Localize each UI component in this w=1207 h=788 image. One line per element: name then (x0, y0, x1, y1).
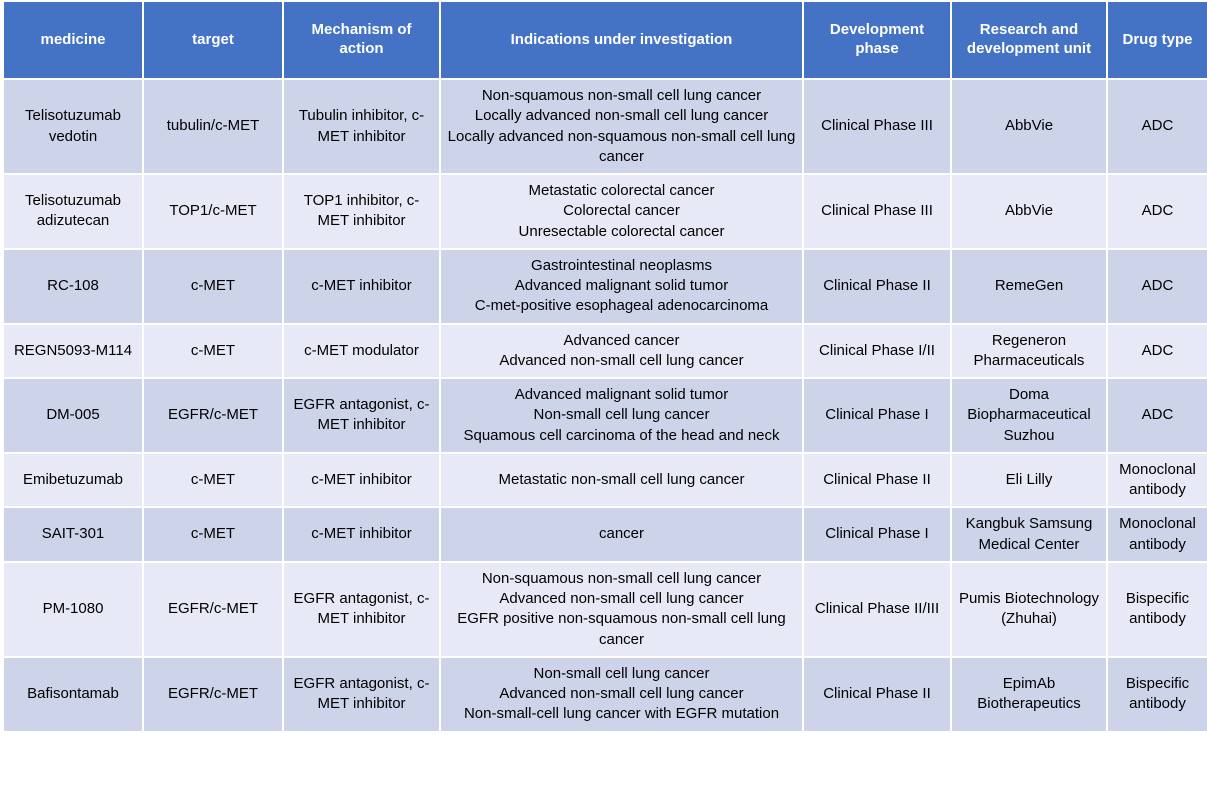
cell-target: c-MET (144, 454, 282, 507)
cell-drug-type: ADC (1108, 325, 1207, 378)
cell-indications (441, 508, 802, 561)
cell-indications (441, 379, 802, 452)
cell-target: c-MET (144, 325, 282, 378)
cell-indications (441, 325, 802, 378)
indication-line: cancer (598, 525, 645, 543)
cell-indications (441, 658, 802, 731)
cell-research-unit: Pumis Biotechnology (Zhuhai) (952, 563, 1106, 656)
indication-line: Metastatic colorectal cancer (528, 182, 715, 199)
cell-drug-type: Bispecific antibody (1108, 658, 1207, 731)
cell-target: TOP1/c-MET (144, 175, 282, 248)
cell-medicine: PM-1080 (4, 563, 142, 656)
indication-line: Locally advanced non-squamous non-small cell lung cancer (447, 127, 796, 165)
table-header (4, 2, 1207, 78)
column-header-development-phase: Development phase (804, 2, 950, 78)
table-header-row (4, 2, 1207, 78)
cell-development-phase: Clinical Phase II/III (804, 563, 950, 656)
cell-medicine: Bafisontamab (4, 658, 142, 731)
indication-line: Advanced cancer (563, 331, 680, 349)
cell-drug-type: ADC (1108, 379, 1207, 452)
cell-development-phase: Clinical Phase I/II (804, 325, 950, 378)
cell-mechanism: TOP1 inhibitor, c-MET inhibitor (284, 175, 439, 248)
indication-line: Advanced non-small cell lung cancer (499, 351, 744, 369)
indication-line: Squamous cell carcinoma of the head and neck (463, 426, 780, 444)
indication-line: Gastrointestinal neoplasms (531, 256, 712, 274)
cell-medicine: REGN5093-M114 (4, 325, 142, 378)
cell-research-unit: EpimAb Biotherapeutics (952, 658, 1106, 731)
cell-indications (441, 175, 802, 248)
indication-line: Metastatic non-small cell lung cancer (498, 470, 745, 488)
indication-line: Non-squamous non-small cell lung cancer (481, 87, 762, 104)
cell-medicine: DM-005 (4, 379, 142, 452)
column-header-target: target (144, 2, 282, 78)
column-header-indications-under-investigation: Indications under investigation (441, 2, 802, 78)
cell-mechanism: c-MET inhibitor (284, 454, 439, 507)
cell-development-phase: Clinical Phase II (804, 250, 950, 323)
cell-indications (441, 563, 802, 656)
cell-indications (441, 80, 802, 173)
cell-target: EGFR/c-MET (144, 563, 282, 656)
cell-development-phase: Clinical Phase II (804, 454, 950, 507)
indication-line: Non-small-cell lung cancer with EGFR mutation (463, 705, 780, 723)
table-row (4, 80, 1207, 173)
cell-mechanism: c-MET modulator (284, 325, 439, 378)
table-row (4, 325, 1207, 378)
column-header-mechanism-of-action: Mechanism of action (284, 2, 439, 78)
table-row (4, 658, 1207, 731)
cell-development-phase: Clinical Phase I (804, 508, 950, 561)
cell-research-unit: Regeneron Pharmaceuticals (952, 325, 1106, 378)
cell-indications (441, 250, 802, 323)
table-row (4, 379, 1207, 452)
column-header-drug-type: Drug type (1108, 2, 1207, 78)
indication-line: Advanced malignant solid tumor (514, 277, 729, 294)
cell-mechanism: c-MET inhibitor (284, 508, 439, 561)
cell-development-phase: Clinical Phase II (804, 658, 950, 731)
cell-research-unit: Doma Biopharmaceutical Suzhou (952, 379, 1106, 452)
cell-medicine: Telisotuzumab vedotin (4, 80, 142, 173)
drug-pipeline-table (2, 0, 1207, 733)
indication-line: C-met-positive esophageal adenocarcinoma (474, 297, 769, 315)
indication-line: Non-small cell lung cancer (533, 664, 710, 682)
table-row (4, 508, 1207, 561)
cell-medicine: SAIT-301 (4, 508, 142, 561)
cell-target: EGFR/c-MET (144, 658, 282, 731)
cell-target: EGFR/c-MET (144, 379, 282, 452)
indication-line: Locally advanced non-small cell lung cancer (474, 107, 769, 125)
cell-drug-type: Monoclonal antibody (1108, 508, 1207, 561)
indication-line: Unresectable colorectal cancer (518, 222, 725, 240)
cell-mechanism: EGFR antagonist, c-MET inhibitor (284, 658, 439, 731)
cell-development-phase: Clinical Phase III (804, 80, 950, 173)
cell-development-phase: Clinical Phase III (804, 175, 950, 248)
column-header-research-and-development-unit: Research and development unit (952, 2, 1106, 78)
table-row (4, 250, 1207, 323)
cell-target: c-MET (144, 250, 282, 323)
cell-drug-type: Monoclonal antibody (1108, 454, 1207, 507)
cell-medicine: RC-108 (4, 250, 142, 323)
indication-line: Colorectal cancer (563, 202, 680, 220)
cell-target: tubulin/c-MET (144, 80, 282, 173)
indication-line: EGFR positive non-squamous non-small cell lung cancer (457, 610, 786, 648)
cell-drug-type: ADC (1108, 250, 1207, 323)
column-header-medicine: medicine (4, 2, 142, 78)
cell-mechanism: EGFR antagonist, c-MET inhibitor (284, 379, 439, 452)
cell-mechanism: Tubulin inhibitor, c-MET inhibitor (284, 80, 439, 173)
indication-line: Non-squamous non-small cell lung cancer (481, 569, 762, 587)
cell-medicine: Telisotuzumab adizutecan (4, 175, 142, 248)
table-row (4, 563, 1207, 656)
cell-target: c-MET (144, 508, 282, 561)
indication-line: Advanced non-small cell lung cancer (499, 685, 744, 702)
cell-drug-type: ADC (1108, 175, 1207, 248)
table-row (4, 175, 1207, 248)
cell-mechanism: c-MET inhibitor (284, 250, 439, 323)
cell-drug-type: Bispecific antibody (1108, 563, 1207, 656)
indication-line: Non-small cell lung cancer (533, 406, 710, 424)
cell-research-unit: Eli Lilly (952, 454, 1106, 507)
cell-mechanism: EGFR antagonist, c-MET inhibitor (284, 563, 439, 656)
cell-research-unit: RemeGen (952, 250, 1106, 323)
table-body (4, 80, 1207, 731)
indication-line: Advanced malignant solid tumor (514, 386, 729, 403)
cell-research-unit: AbbVie (952, 175, 1106, 248)
table-row (4, 454, 1207, 507)
cell-drug-type: ADC (1108, 80, 1207, 173)
cell-indications (441, 454, 802, 507)
cell-research-unit: Kangbuk Samsung Medical Center (952, 508, 1106, 561)
cell-development-phase: Clinical Phase I (804, 379, 950, 452)
cell-medicine: Emibetuzumab (4, 454, 142, 507)
cell-research-unit: AbbVie (952, 80, 1106, 173)
indication-line: Advanced non-small cell lung cancer (499, 590, 744, 607)
